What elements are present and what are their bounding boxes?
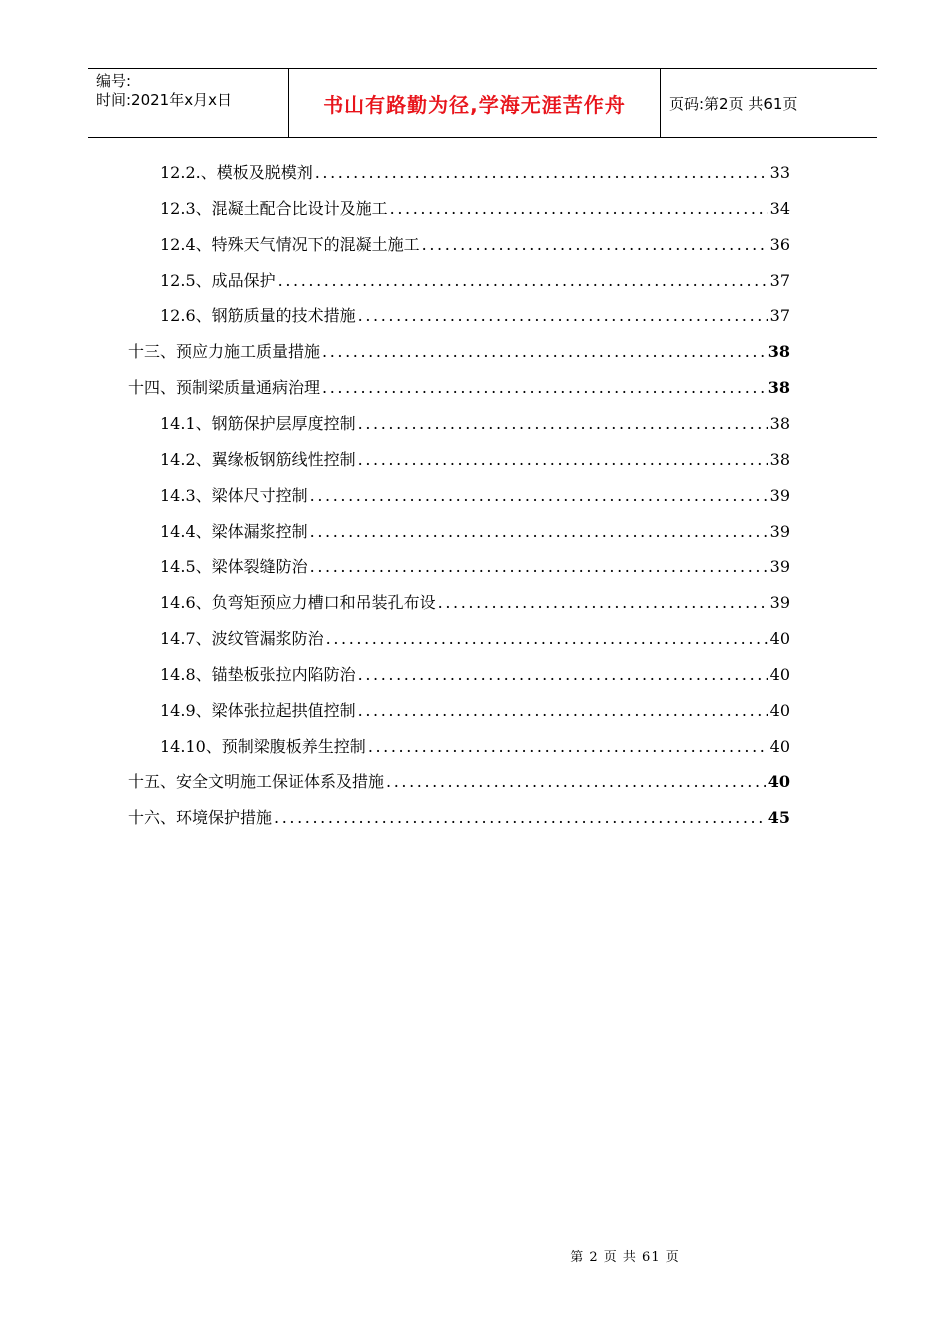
toc-entry[interactable]	[160, 268, 790, 292]
toc-entry[interactable]	[160, 698, 790, 722]
toc-entry-page: 40	[767, 772, 790, 792]
toc-entry-page: 40	[769, 664, 790, 684]
toc-leader-dots	[386, 772, 766, 791]
toc-entry-page: 38	[767, 342, 790, 362]
toc-entry[interactable]	[160, 160, 790, 184]
toc-entry-page: 40	[769, 700, 790, 720]
toc-leader-dots	[358, 665, 768, 684]
toc-entry[interactable]	[128, 375, 790, 399]
toc-entry-page: 40	[769, 629, 790, 649]
toc-entry-label: 12.5、成品保护	[160, 270, 276, 290]
toc-leader-dots	[358, 701, 768, 720]
toc-leader-dots	[278, 271, 768, 290]
toc-entry[interactable]	[160, 554, 790, 578]
toc-entry[interactable]	[160, 626, 790, 650]
toc-entry[interactable]	[160, 662, 790, 686]
toc-leader-dots	[274, 808, 766, 827]
toc-entry-label: 12.4、特殊天气情况下的混凝土施工	[160, 234, 420, 254]
page-header	[88, 68, 877, 138]
toc-leader-dots	[322, 342, 766, 361]
toc-leader-dots	[310, 522, 768, 541]
toc-leader-dots	[438, 593, 768, 612]
toc-leader-dots	[315, 163, 768, 182]
toc-leader-dots	[390, 199, 768, 218]
toc-entry-page: 33	[769, 163, 790, 182]
header-page-code: 页码:第2页 共61页	[669, 94, 798, 113]
toc-entry-label: 14.3、梁体尺寸控制	[160, 485, 308, 505]
toc-entry-label: 十四、预制梁质量通病治理	[128, 378, 321, 398]
toc-entry-label: 14.4、梁体漏浆控制	[160, 521, 308, 541]
toc-entry-page: 38	[769, 449, 790, 469]
footer-page-number: 第 2 页 共 61 页	[570, 1250, 680, 1265]
toc-entry[interactable]	[160, 519, 790, 543]
toc-entry-label: 12.2.、模板及脱模剂	[160, 163, 313, 182]
toc-entry-page: 39	[769, 485, 790, 505]
toc-entry[interactable]	[160, 303, 790, 327]
toc-entry-page: 39	[769, 557, 790, 577]
toc-entry-label: 十三、预应力施工质量措施	[128, 342, 321, 362]
toc-entry[interactable]	[160, 196, 790, 220]
toc-leader-dots	[358, 306, 768, 325]
toc-entry[interactable]	[160, 734, 790, 758]
toc-entry-label: 14.7、波纹管漏浆防治	[160, 629, 324, 649]
document-number: 编号:	[96, 72, 132, 90]
toc-leader-dots	[310, 557, 768, 576]
toc-entry-page: 36	[769, 234, 790, 254]
page-footer	[0, 1246, 950, 1265]
toc-leader-dots	[322, 378, 766, 397]
header-motto: 书山有路勤为径,学海无涯苦作舟	[323, 92, 626, 117]
toc-entry-page: 37	[769, 306, 790, 326]
toc-entry-label: 14.5、梁体裂缝防治	[160, 557, 308, 577]
toc-entry-page: 40	[769, 736, 790, 756]
toc-entry-page: 45	[767, 808, 790, 828]
toc-entry-label: 14.1、钢筋保护层厚度控制	[160, 413, 356, 433]
toc-entry-label: 十五、安全文明施工保证体系及措施	[128, 772, 385, 792]
toc-entry[interactable]	[128, 805, 790, 829]
toc-leader-dots	[368, 737, 768, 756]
toc-entry-label: 14.10、预制梁腹板养生控制	[160, 736, 366, 756]
toc-entry-label: 14.8、锚垫板张拉内陷防治	[160, 664, 356, 684]
document-time: 时间:2021年x月x日	[96, 91, 232, 109]
toc-entry-label: 十六、环境保护措施	[128, 808, 273, 828]
toc-entry-label: 12.3、混凝土配合比设计及施工	[160, 198, 388, 218]
toc-entry[interactable]	[128, 339, 790, 363]
toc-entry[interactable]	[160, 447, 790, 471]
toc-entry-label: 12.6、钢筋质量的技术措施	[160, 306, 356, 326]
toc-entry[interactable]	[160, 232, 790, 256]
toc-leader-dots	[358, 450, 768, 469]
toc-entry-label: 14.2、翼缘板钢筋线性控制	[160, 449, 356, 469]
toc-entry-label: 14.6、负弯矩预应力槽口和吊装孔布设	[160, 593, 436, 613]
toc-leader-dots	[310, 486, 768, 505]
header-meta	[88, 69, 288, 137]
toc-entry-page: 34	[769, 198, 790, 218]
toc-entry-page: 39	[769, 521, 790, 541]
toc-entry-page: 38	[769, 413, 790, 433]
toc-entry[interactable]	[160, 411, 790, 435]
toc-entry-page: 39	[769, 593, 790, 613]
toc-entry-page: 38	[767, 378, 790, 398]
toc-entry[interactable]	[160, 590, 790, 614]
toc-leader-dots	[326, 629, 768, 648]
toc-leader-dots	[422, 235, 768, 254]
header-motto-cell	[288, 69, 661, 137]
toc-entry[interactable]	[160, 483, 790, 507]
toc-entry-label: 14.9、梁体张拉起拱值控制	[160, 700, 356, 720]
toc-entry-page: 37	[769, 270, 790, 290]
toc-leader-dots	[358, 414, 768, 433]
toc-entry[interactable]	[128, 769, 790, 793]
